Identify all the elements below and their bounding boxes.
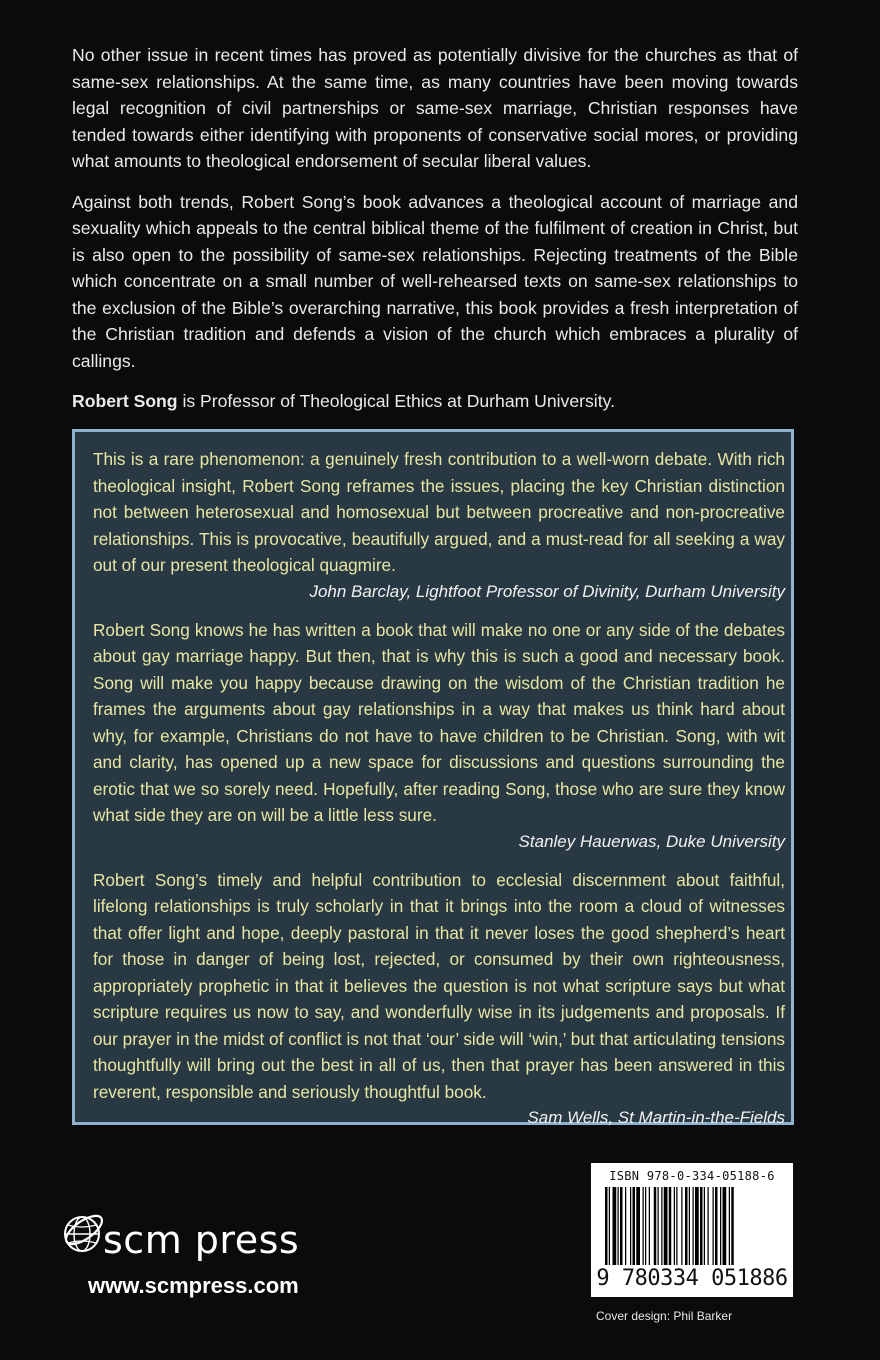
publisher-website: www.scmpress.com (88, 1273, 299, 1298)
endorsements-box (72, 429, 794, 1125)
endorsement-text: Robert Song knows he has written a book that will make no one or any side of the debates about gay marriage happy. But then, that is why this is such a good and necessary book. Song will make you happy because drawing on the wisdom of the Christian tradition he frames the arguments about gay relationships in a way that makes us think hard about why, for example, Christians do not have to have children to be Christian. Song, with wit and clarity, has opened up a new space for discussions and questions surrounding the erotic that we so sorely need. Hopefully, after reading Song, those who are sure they know what side they are on will be a little less sure. (93, 619, 785, 825)
endorsement (93, 446, 785, 605)
endorsement (93, 617, 785, 855)
barcode-stripe (676, 1187, 677, 1265)
publisher-name: scm press (103, 1218, 300, 1262)
barcode-bars (601, 1187, 783, 1267)
author-name: Robert Song (72, 391, 178, 411)
barcode-stripe (658, 1187, 659, 1265)
barcode-stripe (645, 1187, 646, 1265)
barcode-stripe (609, 1187, 610, 1265)
cover-design-credit: Cover design: Phil Barker (596, 1309, 733, 1323)
globe-ring-icon (62, 1208, 106, 1258)
barcode-stripe (636, 1187, 640, 1265)
endorsement-attribution: Sam Wells, St Martin-in-the-Fields (527, 1108, 785, 1127)
barcode-stripe (685, 1187, 688, 1265)
endorsement-text: This is a rare phenomenon: a genuinely fresh contribution to a well-worn debate. With rich theological insight, Robert Song reframes the issues, placing the key Christian distinction not between heterosexual and homosexual but between procreative and non-procreative relationships. This is provocative, beautifully argued, and a must-read for all seeking a way out of our present theological quagmire. (93, 449, 785, 575)
isbn-barcode (591, 1163, 793, 1297)
barcode-stripe (630, 1187, 631, 1265)
barcode-digits: 9 780334 051886 (596, 1266, 788, 1291)
endorsement-attribution: Stanley Hauerwas, Duke University (518, 831, 785, 851)
barcode-stripe (695, 1187, 699, 1265)
author-bio (72, 388, 798, 415)
barcode-stripe (649, 1187, 650, 1265)
barcode-stripe (700, 1187, 703, 1265)
blurb-section (72, 42, 798, 429)
barcode-stripe (731, 1187, 734, 1265)
barcode-stripe (723, 1187, 727, 1265)
endorsement (93, 867, 785, 1132)
endorsement-text: Robert Song’s timely and helpful contribution to ecclesial discernment about faithful, lifelong relationships is truly scholarly in that it brings into the room a cloud of witnesses that offer light and hope, deeply pastoral in that it never loses the good shepherd’s heart for those in danger of being lost, rejected, or consumed by their own righteousness, appropriately prophetic in that it believes the question is not what scripture says but what scripture requires us now to say, and wonderfully wise in its judgements and proposals. If our prayer in the midst of conflict is not that ‘our’ side will ‘win,’ but that articulating tensions thoughtfully will bring out the best in all of us, then that prayer has been answered in this reverent, responsible and seriously thoughtful book. (93, 869, 785, 1102)
barcode-stripe (704, 1187, 705, 1265)
blurb-paragraph-2: Against both trends, Robert Song’s book advances a theological account of marriage and sexuality which appeals to the central biblical theme of the fulfilment of creation in Christ, but is also open to the possibility of same-sex relationships. Rejecting treatments of the Bible which concentrate on a small number of well-rehearsed texts on same-sex relationships to the exclusion of the Bible’s overarching narrative, this book provides a fresh interpretation of the Christian tradition and defends a vision of the church which embraces a plurality of callings. (72, 191, 798, 371)
barcode-stripe (661, 1187, 662, 1265)
barcode-stripe (605, 1187, 608, 1265)
barcode-stripe (715, 1187, 718, 1265)
isbn-label: ISBN 978-0-334-05188-6 (609, 1169, 775, 1183)
barcode-stripe (633, 1187, 636, 1265)
barcode-stripe (669, 1187, 672, 1265)
barcode-stripe (681, 1187, 682, 1265)
barcode-stripe (729, 1187, 730, 1265)
endorsement-attribution: John Barclay, Lightfoot Professor of Divinity, Durham University (309, 581, 785, 601)
blurb-paragraph-1: No other issue in recent times has proved as potentially divisive for the churches as that of same-sex relationships. At the same time, as many countries have been moving towards legal recognition of civil partnerships or same-sex marriage, Christian responses have tended towards either identifying with proponents of conservative social mores, or providing what amounts to theological endorsement of secular liberal values. (72, 45, 798, 171)
barcode-stripe (664, 1187, 668, 1265)
barcode-stripe (625, 1187, 626, 1265)
barcode-stripe (643, 1187, 644, 1265)
barcode-stripe (708, 1187, 709, 1265)
barcode-stripe (713, 1187, 714, 1265)
barcode-stripe (720, 1187, 721, 1265)
barcode-stripe (674, 1187, 675, 1265)
barcode-stripe (689, 1187, 690, 1265)
barcode-stripe (618, 1187, 619, 1265)
barcode-stripe (620, 1187, 623, 1265)
barcode-stripe (613, 1187, 617, 1265)
author-bio-text: is Professor of Theological Ethics at Durham University. (177, 391, 615, 411)
barcode-stripe (654, 1187, 657, 1265)
barcode-stripe (693, 1187, 694, 1265)
